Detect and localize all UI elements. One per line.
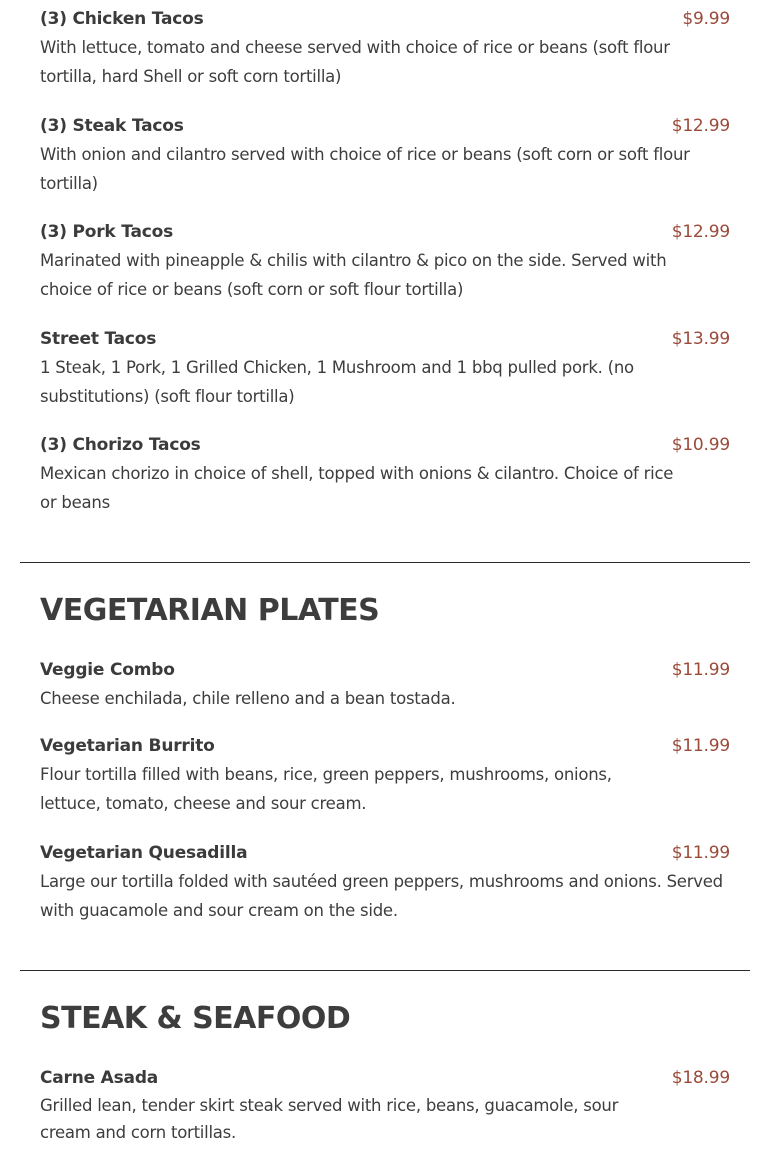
item-description: Large our tortilla folded with sautéed green peppers, mushrooms and onions. Served with guacamole and sour cream on the side. xyxy=(40,872,723,920)
item-name: Carne Asada xyxy=(40,1068,159,1088)
menu-item-pork-tacos xyxy=(40,221,730,304)
item-name: Vegetarian Burrito xyxy=(40,736,215,756)
item-price: $10.99 xyxy=(671,435,730,455)
section-title-steak-seafood: STEAK & SEAFOOD xyxy=(40,1001,351,1036)
item-price: $9.99 xyxy=(682,9,730,29)
item-description: Cheese enchilada, chile relleno and a bean tostada. xyxy=(40,689,456,708)
item-description: With onion and cilantro served with choice of rice or beans (soft corn or soft flour tortilla) xyxy=(40,145,690,193)
menu-item-vegetarian-burrito xyxy=(40,735,730,818)
menu-item-chicken-tacos xyxy=(40,8,730,91)
item-name: Street Tacos xyxy=(40,329,157,349)
item-description: 1 Steak, 1 Pork, 1 Grilled Chicken, 1 Mushroom and 1 bbq pulled pork. (no substitutions) (soft flour tortilla) xyxy=(40,358,634,406)
menu-item-steak-tacos xyxy=(40,115,730,198)
item-description: Mexican chorizo in choice of shell, topped with onions & cilantro. Choice of rice or beans xyxy=(40,464,674,512)
item-name: (3) Chorizo Tacos xyxy=(40,435,201,455)
item-price: $11.99 xyxy=(671,660,730,680)
item-description: With lettuce, tomato and cheese served with choice of rice or beans (soft flour tortilla, hard Shell or soft corn tortilla) xyxy=(40,38,670,86)
section-title-vegetarian: VEGETARIAN PLATES xyxy=(40,593,380,628)
menu-item-chorizo-tacos xyxy=(40,434,730,517)
item-description: Grilled lean, tender skirt steak served with rice, beans, guacamole, sour cream and corn tortillas. xyxy=(40,1096,619,1142)
menu-item-veggie-combo xyxy=(40,659,730,713)
section-divider xyxy=(20,562,750,563)
item-name: (3) Steak Tacos xyxy=(40,116,184,136)
item-description: Marinated with pineapple & chilis with cilantro & pico on the side. Served with choice of rice or beans (soft corn or soft flour tortilla) xyxy=(40,251,667,299)
section-divider xyxy=(20,970,750,971)
menu-item-vegetarian-quesadilla xyxy=(40,842,730,925)
item-name: Vegetarian Quesadilla xyxy=(40,843,248,863)
item-name: Veggie Combo xyxy=(40,660,175,680)
item-description: Flour tortilla filled with beans, rice, green peppers, mushrooms, onions, lettuce, tomato, cheese and sour cream. xyxy=(40,765,612,813)
menu-item-street-tacos xyxy=(40,328,730,411)
item-price: $12.99 xyxy=(671,222,730,242)
item-name: (3) Pork Tacos xyxy=(40,222,173,242)
item-price: $13.99 xyxy=(671,329,730,349)
item-price: $12.99 xyxy=(671,116,730,136)
menu-item-carne-asada xyxy=(40,1067,730,1146)
item-price: $18.99 xyxy=(671,1068,730,1088)
item-price: $11.99 xyxy=(671,843,730,863)
item-name: (3) Chicken Tacos xyxy=(40,9,204,29)
item-price: $11.99 xyxy=(671,736,730,756)
